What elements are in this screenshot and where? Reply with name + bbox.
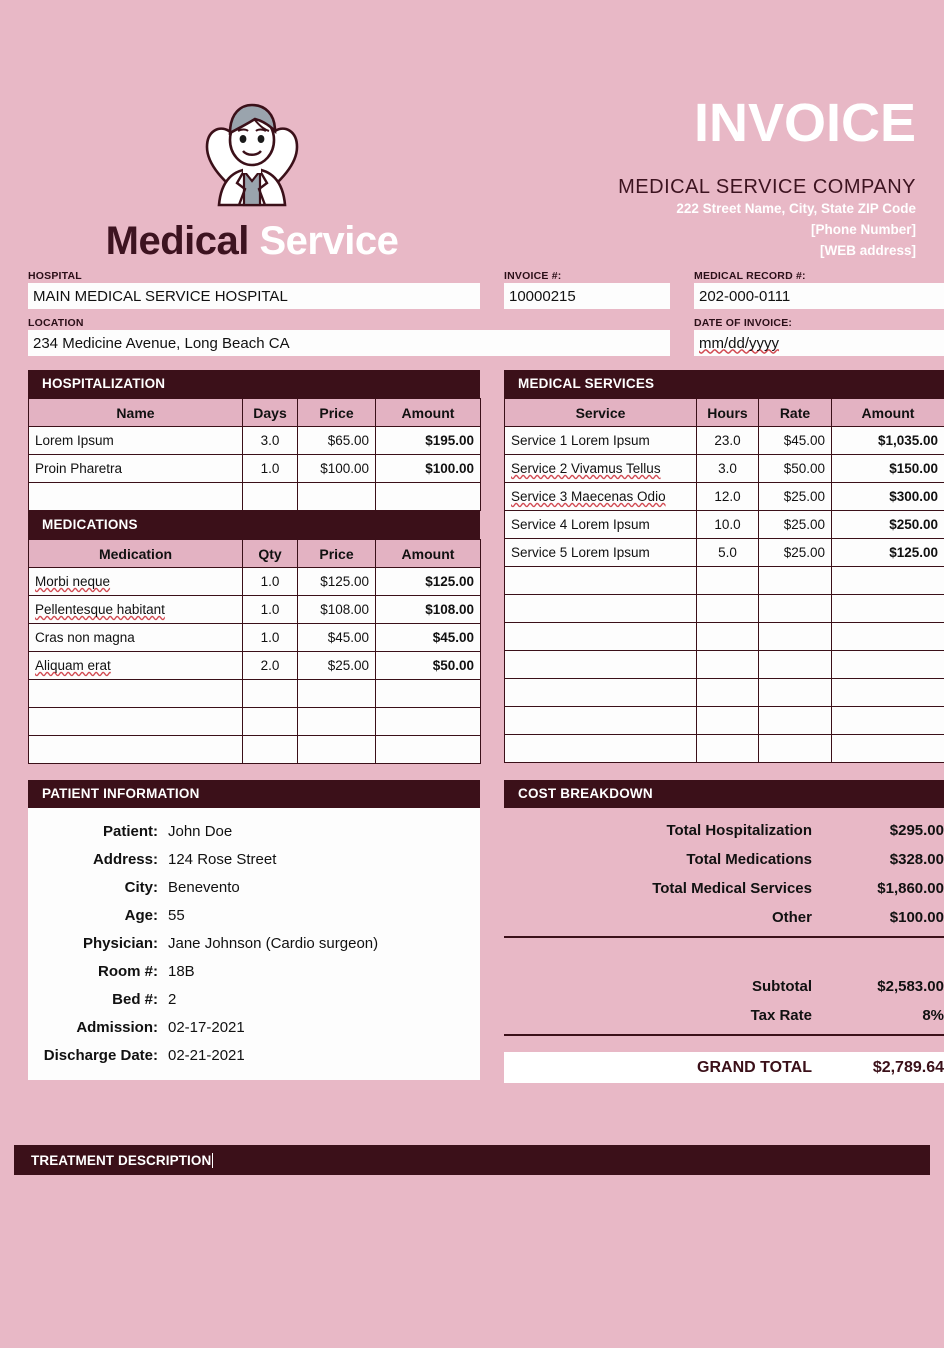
- cost-line-value: $100.00: [889, 909, 944, 926]
- tables-region: [14, 370, 938, 780]
- patient-info-value[interactable]: Jane Johnson (Cardio surgeon): [168, 935, 379, 952]
- column-header-price: Price: [298, 399, 376, 427]
- cell-rate[interactable]: $25.00: [759, 483, 832, 511]
- cell-price[interactable]: $45.00: [298, 624, 376, 652]
- cell-empty[interactable]: [505, 567, 697, 595]
- table-row[interactable]: [29, 427, 481, 455]
- subtotal-row: [504, 972, 944, 1001]
- cell-amount[interactable]: $108.00: [376, 596, 481, 624]
- cell-name[interactable]: Service 4 Lorem Ipsum: [505, 511, 697, 539]
- cost-line-label: Other: [771, 909, 812, 926]
- cell-amount[interactable]: $195.00: [376, 427, 481, 455]
- cell-hours[interactable]: 5.0: [697, 539, 759, 567]
- patient-info-row: [28, 986, 480, 1014]
- cell-qty[interactable]: 1.0: [243, 596, 298, 624]
- cell-empty[interactable]: [759, 735, 832, 763]
- patient-information-panel: [28, 780, 480, 1080]
- cell-text: Aliquam erat: [35, 658, 111, 673]
- cost-line-row: [504, 816, 944, 845]
- cell-rate[interactable]: $25.00: [759, 511, 832, 539]
- cell-name[interactable]: Lorem Ipsum: [29, 427, 243, 455]
- cell-hours[interactable]: 3.0: [697, 455, 759, 483]
- grand-total-label: GRAND TOTAL: [697, 1058, 812, 1076]
- cost-breakdown-body: [504, 808, 944, 1083]
- cell-empty[interactable]: [298, 483, 376, 511]
- patient-info-row: [28, 930, 480, 958]
- patient-information-body: [28, 808, 480, 1080]
- invoice-title-block: [618, 93, 916, 262]
- cell-text: Pellentesque habitant: [35, 602, 165, 617]
- cell-qty[interactable]: 1.0: [243, 568, 298, 596]
- cell-price[interactable]: $125.00: [298, 568, 376, 596]
- cell-rate[interactable]: $50.00: [759, 455, 832, 483]
- patient-info-row: [28, 874, 480, 902]
- cell-name[interactable]: [29, 652, 243, 680]
- cell-empty[interactable]: [697, 595, 759, 623]
- cell-price[interactable]: $65.00: [298, 427, 376, 455]
- column-header-amount: Amount: [832, 399, 944, 427]
- table-row[interactable]: [29, 624, 481, 652]
- cell-empty[interactable]: [29, 708, 243, 736]
- patient-info-value[interactable]: 18B: [168, 963, 195, 980]
- page-title: INVOICE: [693, 93, 916, 153]
- patient-info-label: City:: [124, 879, 158, 896]
- cell-amount[interactable]: $100.00: [376, 455, 481, 483]
- table-row-empty[interactable]: [29, 708, 481, 736]
- treatment-description-bar[interactable]: [14, 1145, 930, 1175]
- cell-empty[interactable]: [505, 735, 697, 763]
- invoice-date-input[interactable]: [694, 330, 944, 356]
- patient-info-row: [28, 958, 480, 986]
- cell-empty[interactable]: [832, 595, 944, 623]
- cell-empty[interactable]: [505, 651, 697, 679]
- table-row-empty[interactable]: [505, 595, 944, 623]
- cell-days[interactable]: 1.0: [243, 455, 298, 483]
- invoice-extra-label: [504, 317, 670, 329]
- cell-hours[interactable]: 10.0: [697, 511, 759, 539]
- patient-info-label: Bed #:: [112, 991, 158, 1008]
- cell-empty[interactable]: [29, 736, 243, 764]
- subtotal-label: Subtotal: [752, 978, 812, 995]
- cell-empty[interactable]: [759, 567, 832, 595]
- column-header-hours: Hours: [697, 399, 759, 427]
- table-row[interactable]: [29, 455, 481, 483]
- cell-amount[interactable]: $125.00: [376, 568, 481, 596]
- cell-empty[interactable]: [759, 595, 832, 623]
- cell-empty[interactable]: [376, 708, 481, 736]
- cell-price[interactable]: $108.00: [298, 596, 376, 624]
- hospital-input[interactable]: MAIN MEDICAL SERVICE HOSPITAL: [28, 283, 480, 309]
- cost-line-row: [504, 874, 944, 903]
- cell-empty[interactable]: [298, 736, 376, 764]
- cell-empty[interactable]: [697, 651, 759, 679]
- tax-rate-row: [504, 1001, 944, 1030]
- cell-empty[interactable]: [376, 680, 481, 708]
- patient-info-label: Admission:: [76, 1019, 158, 1036]
- subtotal-value: $2,583.00: [877, 978, 944, 995]
- patient-info-value[interactable]: 124 Rose Street: [168, 851, 277, 868]
- column-header-rate: Rate: [759, 399, 832, 427]
- cell-empty[interactable]: [759, 707, 832, 735]
- cell-empty[interactable]: [29, 680, 243, 708]
- cell-name[interactable]: Service 1 Lorem Ipsum: [505, 427, 697, 455]
- cell-amount[interactable]: $50.00: [376, 652, 481, 680]
- cell-empty[interactable]: [243, 680, 298, 708]
- medical-record-label: MEDICAL RECORD #:: [694, 270, 806, 282]
- cell-name[interactable]: Service 5 Lorem Ipsum: [505, 539, 697, 567]
- patient-info-label: Physician:: [82, 935, 158, 952]
- column-header-medication: Medication: [29, 540, 243, 568]
- invoice-extra-field: [504, 317, 670, 356]
- cell-name[interactable]: Cras non magna: [29, 624, 243, 652]
- doctor-in-heart-icon: [197, 85, 307, 215]
- cell-qty[interactable]: 2.0: [243, 652, 298, 680]
- cell-empty[interactable]: [832, 623, 944, 651]
- cost-breakdown-title: COST BREAKDOWN: [504, 780, 944, 808]
- column-header-service: Service: [505, 399, 697, 427]
- cell-amount[interactable]: $1,035.00: [832, 427, 944, 455]
- cell-amount[interactable]: $125.00: [832, 539, 944, 567]
- table-row[interactable]: [505, 511, 944, 539]
- patient-info-label: Address:: [92, 851, 158, 868]
- cell-name[interactable]: Proin Pharetra: [29, 455, 243, 483]
- cell-price[interactable]: $25.00: [298, 652, 376, 680]
- invoice-extra-input[interactable]: [504, 330, 670, 356]
- cell-text: Service 3 Maecenas Odio: [511, 489, 666, 504]
- cell-empty[interactable]: [505, 707, 697, 735]
- hospitalization-table: [28, 398, 481, 511]
- table-row-empty[interactable]: [505, 735, 944, 763]
- cell-empty[interactable]: [832, 735, 944, 763]
- cell-qty[interactable]: 1.0: [243, 624, 298, 652]
- table-row[interactable]: [505, 455, 944, 483]
- patient-info-value[interactable]: 02-21-2021: [168, 1047, 245, 1064]
- cell-text: Service 2 Vivamus Tellus: [511, 461, 661, 476]
- cell-name[interactable]: [505, 483, 697, 511]
- logo-word-primary: Medical: [105, 219, 249, 263]
- cost-line-row: [504, 845, 944, 874]
- cost-line-label: Total Medical Services: [652, 880, 812, 897]
- hospital-field: [28, 270, 480, 309]
- column-header-qty: Qty: [243, 540, 298, 568]
- table-row-empty[interactable]: [29, 680, 481, 708]
- cell-empty[interactable]: [505, 679, 697, 707]
- treatment-description-title: TREATMENT DESCRIPTION: [31, 1152, 212, 1168]
- cell-empty[interactable]: [505, 595, 697, 623]
- table-row-empty[interactable]: [505, 651, 944, 679]
- table-row[interactable]: [29, 652, 481, 680]
- cell-empty[interactable]: [832, 651, 944, 679]
- cell-empty[interactable]: [298, 708, 376, 736]
- table-row[interactable]: [505, 539, 944, 567]
- cell-name[interactable]: [29, 568, 243, 596]
- table-row[interactable]: [505, 483, 944, 511]
- patient-info-row: [28, 1014, 480, 1042]
- cell-empty[interactable]: [759, 623, 832, 651]
- patient-info-value[interactable]: 2: [168, 991, 177, 1008]
- patient-info-row: [28, 902, 480, 930]
- cell-amount[interactable]: $45.00: [376, 624, 481, 652]
- table-row-empty[interactable]: [29, 483, 481, 511]
- table-row-empty[interactable]: [29, 736, 481, 764]
- table-row[interactable]: [29, 568, 481, 596]
- cell-amount[interactable]: $250.00: [832, 511, 944, 539]
- patient-info-value[interactable]: 55: [168, 907, 185, 924]
- cell-empty[interactable]: [505, 623, 697, 651]
- patient-info-value[interactable]: Benevento: [168, 879, 240, 896]
- text-cursor: [212, 1153, 213, 1168]
- table-header-row: [505, 399, 944, 427]
- brand-logo: [72, 85, 432, 264]
- patient-info-value[interactable]: 02-17-2021: [168, 1019, 245, 1036]
- cost-divider-2: [504, 1034, 944, 1036]
- medical-services-section-title: MEDICAL SERVICES: [504, 370, 944, 398]
- cell-empty[interactable]: [243, 708, 298, 736]
- hospital-label: HOSPITAL: [28, 270, 82, 282]
- cost-line-value: $1,860.00: [877, 880, 944, 897]
- table-row[interactable]: [505, 427, 944, 455]
- patient-info-label: Room #:: [98, 963, 158, 980]
- location-label: LOCATION: [28, 317, 84, 329]
- cost-line-row: [504, 903, 944, 932]
- table-row[interactable]: [29, 596, 481, 624]
- cell-empty[interactable]: [832, 679, 944, 707]
- logo-word-secondary: Service: [259, 219, 399, 263]
- grand-total-value: $2,789.64: [872, 1058, 944, 1076]
- column-header-days: Days: [243, 399, 298, 427]
- patient-information-title: PATIENT INFORMATION: [28, 780, 480, 808]
- medications-section-title: MEDICATIONS: [28, 511, 480, 539]
- cell-text: Morbi neque: [35, 574, 111, 589]
- medical-record-field: [694, 270, 944, 309]
- cell-amount[interactable]: $150.00: [832, 455, 944, 483]
- cell-empty[interactable]: [697, 707, 759, 735]
- cell-rate[interactable]: $45.00: [759, 427, 832, 455]
- medications-table: [28, 539, 481, 764]
- patient-info-label: Age:: [124, 907, 158, 924]
- column-header-price: Price: [298, 540, 376, 568]
- cell-hours[interactable]: 23.0: [697, 427, 759, 455]
- cell-name[interactable]: [505, 455, 697, 483]
- company-name: MEDICAL SERVICE COMPANY: [618, 176, 916, 198]
- cell-empty[interactable]: [376, 483, 481, 511]
- invoice-number-label: INVOICE #:: [504, 270, 562, 282]
- patient-info-row: [28, 1042, 480, 1070]
- invoice-number-field: [504, 270, 670, 309]
- medical-record-input[interactable]: 202-000-0111: [694, 283, 944, 309]
- cell-empty[interactable]: [29, 483, 243, 511]
- column-header-amount: Amount: [376, 540, 481, 568]
- patient-info-row: [28, 818, 480, 846]
- cell-empty[interactable]: [243, 483, 298, 511]
- table-header-row: [29, 399, 481, 427]
- cell-empty[interactable]: [759, 651, 832, 679]
- cell-price[interactable]: $100.00: [298, 455, 376, 483]
- invoice-number-input[interactable]: 10000215: [504, 283, 670, 309]
- cell-empty[interactable]: [697, 679, 759, 707]
- lower-region: [14, 780, 944, 1080]
- left-tables-column: [28, 370, 480, 764]
- cell-empty[interactable]: [697, 735, 759, 763]
- cell-empty[interactable]: [376, 736, 481, 764]
- cell-empty[interactable]: [759, 679, 832, 707]
- invoice-date-label: DATE OF INVOICE:: [694, 317, 793, 329]
- patient-info-row: [28, 846, 480, 874]
- tax-rate-value: 8%: [922, 1007, 944, 1024]
- cell-hours[interactable]: 12.0: [697, 483, 759, 511]
- cell-empty[interactable]: [832, 707, 944, 735]
- cell-name[interactable]: [29, 596, 243, 624]
- column-header-name: Name: [29, 399, 243, 427]
- company-phone: [Phone Number]: [810, 221, 916, 237]
- cost-line-value: $328.00: [889, 851, 944, 868]
- patient-info-label: Discharge Date:: [43, 1047, 158, 1064]
- cell-empty[interactable]: [298, 680, 376, 708]
- cost-line-label: Total Medications: [686, 851, 812, 868]
- cell-empty[interactable]: [697, 567, 759, 595]
- cost-line-label: Total Hospitalization: [666, 822, 812, 839]
- table-row-empty[interactable]: [505, 707, 944, 735]
- location-input[interactable]: 234 Medicine Avenue, Long Beach CA: [28, 330, 665, 356]
- cell-empty[interactable]: [243, 736, 298, 764]
- hospitalization-section-title: HOSPITALIZATION: [28, 370, 480, 398]
- column-header-amount: Amount: [376, 399, 481, 427]
- company-address: 222 Street Name, City, State ZIP Code: [676, 201, 916, 216]
- cell-rate[interactable]: $25.00: [759, 539, 832, 567]
- cell-amount[interactable]: $300.00: [832, 483, 944, 511]
- cost-line-value: $295.00: [889, 822, 944, 839]
- medical-services-table: [504, 398, 944, 763]
- table-row-empty[interactable]: [505, 679, 944, 707]
- patient-info-value[interactable]: John Doe: [168, 823, 233, 840]
- patient-info-label: Patient:: [102, 823, 158, 840]
- cell-empty[interactable]: [697, 623, 759, 651]
- table-row-empty[interactable]: [505, 623, 944, 651]
- cell-days[interactable]: 3.0: [243, 427, 298, 455]
- cost-breakdown-panel: [504, 780, 944, 1083]
- page-header: [14, 0, 930, 270]
- table-row-empty[interactable]: [505, 567, 944, 595]
- invoice-meta-fields: [14, 270, 930, 370]
- grand-total-row: [504, 1052, 944, 1083]
- company-web: [WEB address]: [819, 242, 916, 258]
- right-tables-column: [504, 370, 944, 763]
- cell-empty[interactable]: [832, 567, 944, 595]
- tax-rate-label: Tax Rate: [750, 1007, 812, 1024]
- table-header-row: [29, 540, 481, 568]
- invoice-date-value: mm/dd/yyyy: [699, 334, 780, 352]
- invoice-date-field: [694, 317, 944, 356]
